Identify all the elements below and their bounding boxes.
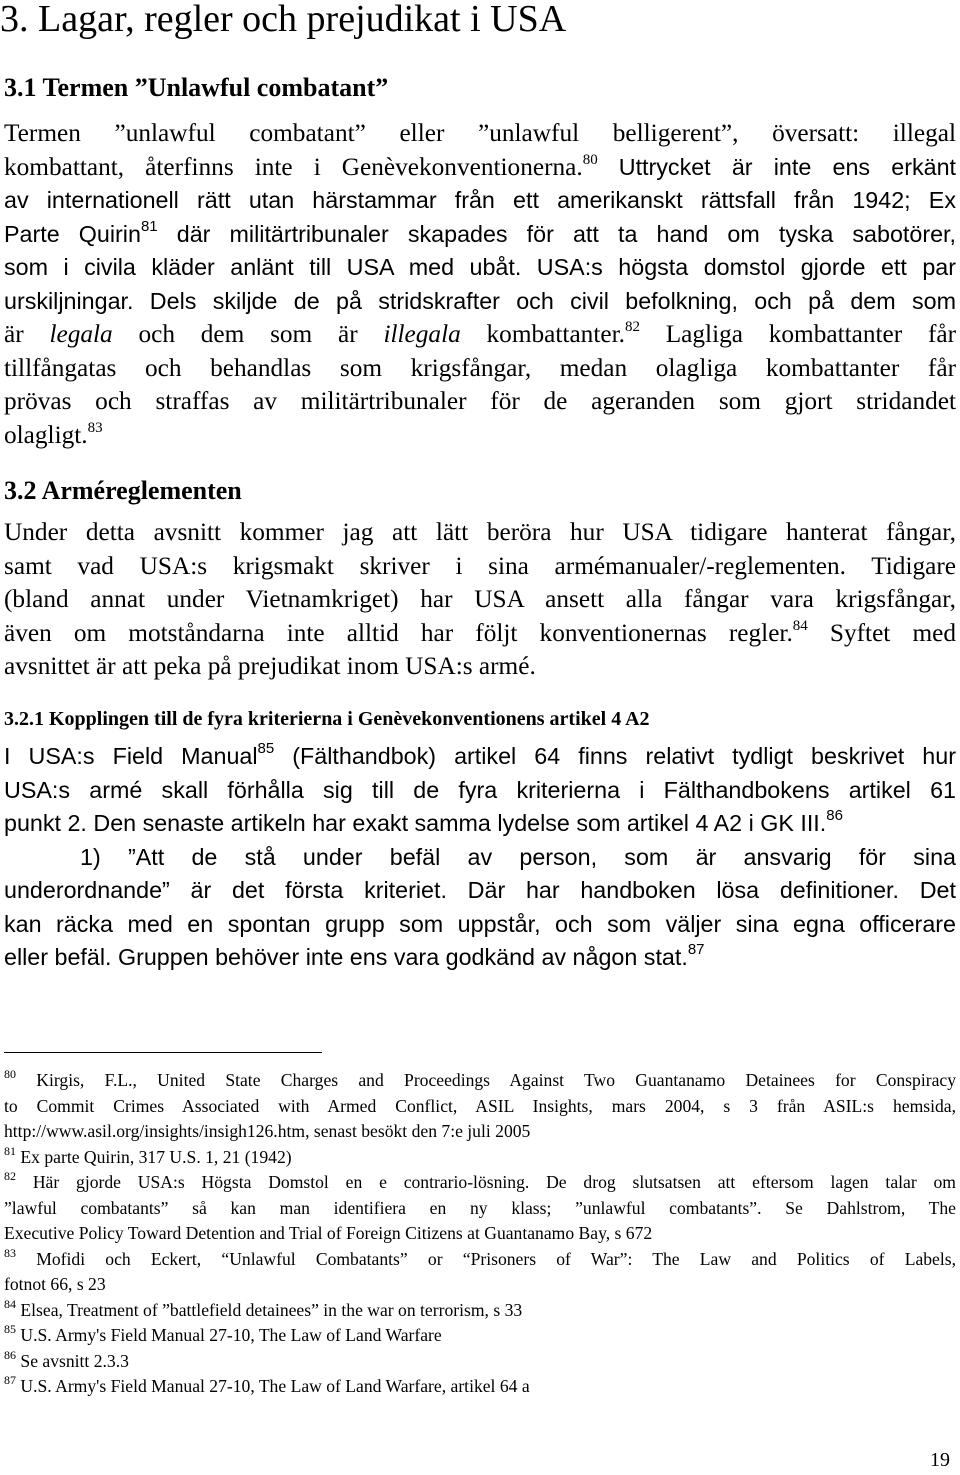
- body-line: som i civila kläder anlänt till USA med ubåt. USA:s högsta domstol gjorde ett par: [4, 254, 956, 280]
- footnote-ref-80[interactable]: 80: [582, 151, 598, 168]
- body-line: underordnande” är det första kriteriet. Där har handboken lösa definitioner. Det: [4, 877, 956, 903]
- body-line: I USA:s Field Manual$^{85}$ (Fälthandbok) artikel 64 finns relativt tydligt beskrivet hur: [4, 740, 956, 769]
- footnote-ref-85[interactable]: 85: [257, 740, 275, 757]
- footnote-line: $^{84}$ Elsea, Treatment of ”battlefield detainees” in the war on terrorism, s 33: [4, 1296, 523, 1320]
- footnote-ref-81[interactable]: 81: [140, 217, 158, 235]
- body-line: USA:s armé skall förhålla sig till de fyra kriterierna i Fälthandbokens artikel 61: [4, 776, 956, 803]
- footnote-ref-83[interactable]: 83: [87, 419, 103, 436]
- section-title-3-1: 3.1 Termen ”Unlawful combatant”: [4, 73, 389, 102]
- body-line: urskiljningar. Dels skiljde de på stridskrafter och civil befolkning, och på dem som: [4, 287, 956, 314]
- footnote-line: $^{80}$ Kirgis, F.L., United State Charges and Proceedings Against Two Guantanamo Detainees for Conspiracy: [4, 1067, 956, 1090]
- footnote-line: fotnot 66, s 23: [4, 1274, 106, 1294]
- body-line: även om motståndarna inte alltid har följt konventionernas regler.$^{84}$ Syftet med: [4, 617, 957, 647]
- footnote-ref-87[interactable]: 87: [687, 941, 705, 958]
- footnote-line: $^{82}$ Här gjorde USA:s Högsta Domstol en e contrario-lösning. De drog slutsatsen att eftersom lagen talar om: [4, 1169, 956, 1192]
- body-line: tillfångatas och behandlas som krigsfångar, medan olagliga kombattanter får: [4, 353, 956, 382]
- footnote-line: to Commit Crimes Associated with Armed Conflict, ASIL Insights, mars 2004, s 3 från ASIL:s hemsida,: [4, 1095, 956, 1116]
- body-line: punkt 2. Den senaste artikeln har exakt samma lydelse som artikel 4 A2 i GK III.$^{86}$: [4, 807, 843, 836]
- section-title-3-2-1: 3.2.1 Kopplingen till de fyra kriterierna i Genèvekonventionens artikel 4 A2: [4, 708, 650, 730]
- body-line: kombattant, återfinns inte i Genèvekonventionerna.$^{80}$ Uttrycket är inte ens erkänt: [4, 151, 956, 181]
- footnote-line: $^{87}$ U.S. Army's Field Manual 27-10, The Law of Land Warfare, artikel 64 a: [4, 1373, 530, 1396]
- footnote-ref-84[interactable]: 84: [792, 617, 808, 634]
- footnote-line: $^{85}$ U.S. Army's Field Manual 27-10, The Law of Land Warfare: [4, 1322, 442, 1345]
- footnote-line: http://www.asil.org/insights/insigh126.htm, senast besökt den 7:e juli 2005: [4, 1121, 531, 1141]
- body-line: Termen ”unlawful combatant” eller ”unlawful belligerent”, översatt: illegal: [4, 119, 956, 147]
- body-line: olagligt.$^{83}$: [4, 419, 103, 449]
- footnote-line: $^{86}$ Se avsnitt 2.3.3: [4, 1347, 129, 1371]
- footnote-line: $^{83}$ Mofidi och Eckert, “Unlawful Combatants” or “Prisoners of War”: The Law and Politics of Labels,: [4, 1245, 956, 1269]
- body-line: kan räcka med en spontan grupp som uppstår, och som väljer sina egna officerare: [4, 910, 956, 937]
- body-line: 1) ”Att de stå under befäl av person, som är ansvarig för sina: [80, 843, 956, 870]
- footnote-ref-86[interactable]: 86: [826, 807, 843, 824]
- footnote-separator: [4, 1052, 322, 1053]
- footnote-ref-82[interactable]: 82: [624, 319, 640, 335]
- body-line: är legala och dem som är illegala kombattanter.$^{82}$ Lagliga kombattanter får: [4, 319, 957, 348]
- body-line: samt vad USA:s krigsmakt skriver i sina armémanualer/-reglementen. Tidigare: [4, 551, 956, 580]
- body-line: prövas och straffas av militärtribunaler för de ageranden som gjort stridandet: [4, 387, 956, 415]
- body-line: (bland annat under Vietnamkriget) har USA ansett alla fångar vara krigsfångar,: [4, 585, 956, 613]
- body-line: Under detta avsnitt kommer jag att lätt beröra hur USA tidigare hanterat fångar,: [4, 518, 956, 546]
- body-line: eller befäl. Gruppen behöver inte ens vara godkänd av någon stat.$^{87}$: [4, 941, 705, 970]
- footnote-line: ”lawful combatants” så kan man identifiera en ny klass; ”unlawful combatants”. Se Dahlstrom, The: [4, 1197, 956, 1218]
- chapter-title: 3. Lagar, regler och prejudikat i USA: [0, 0, 567, 40]
- body-line: avsnittet är att peka på prejudikat inom USA:s armé.: [4, 652, 536, 680]
- section-title-3-2: 3.2 Arméreglementen: [4, 476, 242, 505]
- footnote-line: Executive Policy Toward Detention and Trial of Foreign Citizens at Guantanamo Bay, s 672: [4, 1223, 653, 1243]
- page-number: 19: [930, 1449, 950, 1471]
- body-line: Parte Quirin$^{81}$ där militärtribunaler skapades för att ta hand om tyska sabotörer,: [4, 217, 956, 247]
- body-line: av internationell rätt utan härstammar från ett amerikanskt rättsfall från 1942; Ex: [4, 187, 956, 213]
- footnote-line: $^{81}$ Ex parte Quirin, 317 U.S. 1, 21 (1942): [4, 1143, 292, 1167]
